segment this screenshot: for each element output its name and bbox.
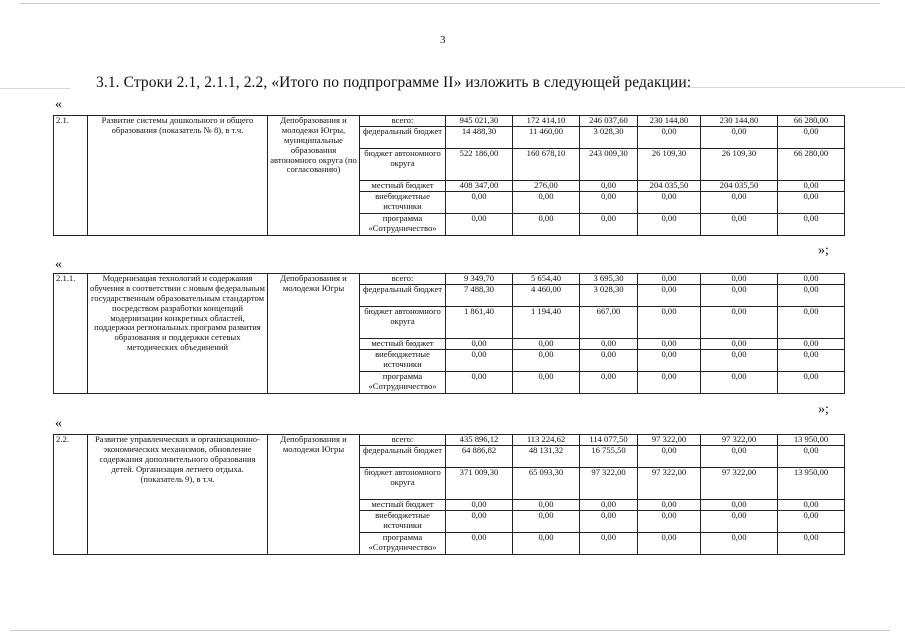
funding-source: местный бюджет (360, 180, 446, 191)
amount-cell: 0,00 (580, 191, 638, 213)
amount-cell: 408 347,00 (446, 180, 513, 191)
amount-cell: 13 950,00 (778, 435, 845, 446)
amount-cell: 667,00 (580, 306, 638, 338)
amount-cell: 0,00 (638, 371, 701, 393)
amount-cell: 3 028,30 (580, 126, 638, 148)
amount-cell: 0,00 (701, 338, 778, 349)
amount-cell: 0,00 (638, 338, 701, 349)
amount-cell: 64 886,82 (446, 445, 513, 467)
section-table-2-2 (53, 434, 845, 555)
amount-cell: 0,00 (778, 126, 845, 148)
amount-cell: 172 414,10 (513, 116, 580, 127)
amount-cell: 7 488,30 (446, 284, 513, 306)
funding-source: внебюджетные источники (360, 349, 446, 371)
amount-cell: 0,00 (701, 499, 778, 510)
amount-cell: 0,00 (701, 532, 778, 554)
amount-cell: 0,00 (778, 338, 845, 349)
table-row (54, 435, 845, 446)
funding-source: внебюджетные источники (360, 510, 446, 532)
page-number: 3 (440, 34, 446, 46)
amount-cell: 97 322,00 (701, 435, 778, 446)
amount-cell: 0,00 (638, 126, 701, 148)
amount-cell: 66 280,00 (778, 148, 845, 180)
amount-cell: 11 460,00 (513, 126, 580, 148)
amount-cell: 0,00 (778, 499, 845, 510)
quote-open-2: « (55, 257, 62, 272)
amount-cell: 97 322,00 (701, 467, 778, 499)
amount-cell: 0,00 (778, 510, 845, 532)
amount-cell: 0,00 (446, 499, 513, 510)
funding-source: всего: (360, 274, 446, 285)
amount-cell: 204 035,50 (701, 180, 778, 191)
amount-cell: 5 654,40 (513, 274, 580, 285)
item-description: Развитие системы дошкольного и общего образования (показатель № 8), в т.ч. (88, 116, 268, 236)
quote-close-2: »; (818, 402, 829, 417)
funding-source: местный бюджет (360, 338, 446, 349)
funding-source: всего: (360, 116, 446, 127)
scan-artifact-top (20, 3, 880, 4)
amount-cell: 0,00 (580, 371, 638, 393)
funding-source: бюджет автономного округа (360, 467, 446, 499)
amount-cell: 0,00 (446, 532, 513, 554)
amount-cell: 0,00 (513, 213, 580, 235)
amount-cell: 0,00 (638, 532, 701, 554)
amount-cell: 0,00 (638, 213, 701, 235)
amount-cell: 97 322,00 (638, 467, 701, 499)
scan-artifact-right (670, 87, 905, 88)
amount-cell: 0,00 (513, 532, 580, 554)
amount-cell: 65 093,30 (513, 467, 580, 499)
amount-cell: 0,00 (446, 338, 513, 349)
funding-source: бюджет автономного округа (360, 148, 446, 180)
amount-cell: 204 035,50 (638, 180, 701, 191)
amount-cell: 0,00 (778, 445, 845, 467)
amount-cell: 246 037,60 (580, 116, 638, 127)
amount-cell: 0,00 (701, 126, 778, 148)
amount-cell: 3 695,30 (580, 274, 638, 285)
amount-cell: 0,00 (580, 499, 638, 510)
item-executor: Депобразования и молодежи Югры (268, 274, 360, 394)
amount-cell: 243 009,30 (580, 148, 638, 180)
funding-source: всего: (360, 435, 446, 446)
quote-open-1: « (55, 97, 62, 112)
amount-cell: 0,00 (701, 510, 778, 532)
item-description: Развитие управленческих и организационно-экономических механизмов, обновление содержания дополнительного образования детей. Организация летнего отдыха. (показатель 9), в т.ч. (88, 435, 268, 555)
amount-cell: 945 021,30 (446, 116, 513, 127)
amount-cell: 0,00 (580, 213, 638, 235)
amount-cell: 0,00 (580, 349, 638, 371)
funding-source: местный бюджет (360, 499, 446, 510)
quote-open-3: « (55, 416, 62, 431)
amount-cell: 230 144,80 (701, 116, 778, 127)
amount-cell: 16 755,50 (580, 445, 638, 467)
amount-cell: 0,00 (513, 349, 580, 371)
page-heading: 3.1. Строки 2.1, 2.1.1, 2.2, «Итого по подпрограмме II» изложить в следующей редакции: (96, 74, 692, 91)
item-number: 2.1.1. (54, 274, 88, 394)
amount-cell: 26 109,30 (701, 148, 778, 180)
amount-cell: 0,00 (701, 306, 778, 338)
amount-cell: 0,00 (580, 180, 638, 191)
table-row (54, 116, 845, 127)
table-row (54, 274, 845, 285)
scan-artifact-bottom (10, 630, 890, 631)
amount-cell: 0,00 (513, 371, 580, 393)
amount-cell: 0,00 (778, 284, 845, 306)
funding-source: программа «Сотрудничество» (360, 371, 446, 393)
funding-source: федеральный бюджет (360, 126, 446, 148)
amount-cell: 0,00 (701, 445, 778, 467)
funding-source: программа «Сотрудничество» (360, 213, 446, 235)
amount-cell: 0,00 (638, 510, 701, 532)
item-executor: Депобразования и молодежи Югры, муниципальные образования автономного округа (по согласованию) (268, 116, 360, 236)
amount-cell: 0,00 (778, 532, 845, 554)
amount-cell: 0,00 (446, 510, 513, 532)
amount-cell: 114 077,50 (580, 435, 638, 446)
amount-cell: 0,00 (638, 284, 701, 306)
amount-cell: 0,00 (638, 349, 701, 371)
item-executor: Депобразования и молодежи Югры (268, 435, 360, 555)
funding-source: федеральный бюджет (360, 284, 446, 306)
amount-cell: 0,00 (513, 499, 580, 510)
item-number: 2.1. (54, 116, 88, 236)
amount-cell: 113 224,62 (513, 435, 580, 446)
amount-cell: 0,00 (701, 284, 778, 306)
amount-cell: 0,00 (446, 371, 513, 393)
amount-cell: 97 322,00 (580, 467, 638, 499)
funding-source: внебюджетные источники (360, 191, 446, 213)
amount-cell: 0,00 (446, 213, 513, 235)
amount-cell: 0,00 (778, 191, 845, 213)
amount-cell: 0,00 (778, 180, 845, 191)
amount-cell: 3 028,30 (580, 284, 638, 306)
amount-cell: 0,00 (778, 349, 845, 371)
amount-cell: 0,00 (638, 499, 701, 510)
amount-cell: 1 861,40 (446, 306, 513, 338)
funding-source: бюджет автономного округа (360, 306, 446, 338)
quote-close-1: »; (818, 243, 829, 258)
amount-cell: 0,00 (778, 274, 845, 285)
amount-cell: 0,00 (638, 191, 701, 213)
amount-cell: 276,00 (513, 180, 580, 191)
item-number: 2.2. (54, 435, 88, 555)
amount-cell: 13 950,00 (778, 467, 845, 499)
amount-cell: 14 488,30 (446, 126, 513, 148)
amount-cell: 0,00 (701, 349, 778, 371)
section-table-2-1-1 (53, 273, 845, 394)
amount-cell: 0,00 (778, 371, 845, 393)
amount-cell: 0,00 (701, 371, 778, 393)
amount-cell: 0,00 (778, 213, 845, 235)
amount-cell: 97 322,00 (638, 435, 701, 446)
amount-cell: 0,00 (446, 191, 513, 213)
amount-cell: 0,00 (701, 191, 778, 213)
amount-cell: 1 194,40 (513, 306, 580, 338)
amount-cell: 26 109,30 (638, 148, 701, 180)
amount-cell: 0,00 (513, 191, 580, 213)
funding-source: федеральный бюджет (360, 445, 446, 467)
amount-cell: 4 460,00 (513, 284, 580, 306)
amount-cell: 0,00 (701, 274, 778, 285)
amount-cell: 48 131,32 (513, 445, 580, 467)
amount-cell: 160 678,10 (513, 148, 580, 180)
amount-cell: 0,00 (446, 349, 513, 371)
amount-cell: 0,00 (580, 532, 638, 554)
amount-cell: 0,00 (580, 510, 638, 532)
item-description: Модернизация технологий и содержания обучения в соответствии с новым федеральным государственным образовательным стандартом посредством разработки концепций модернизации конкретных областей, поддержки региональных программ развития образования и поддержки сетевых методических объединений (88, 274, 268, 394)
scan-artifact-left (0, 88, 70, 89)
amount-cell: 0,00 (638, 274, 701, 285)
amount-cell: 66 280,00 (778, 116, 845, 127)
amount-cell: 371 009,30 (446, 467, 513, 499)
amount-cell: 0,00 (638, 306, 701, 338)
amount-cell: 0,00 (513, 338, 580, 349)
amount-cell: 522 186,00 (446, 148, 513, 180)
amount-cell: 0,00 (513, 510, 580, 532)
section-table-2-1 (53, 115, 845, 236)
amount-cell: 230 144,80 (638, 116, 701, 127)
amount-cell: 0,00 (638, 445, 701, 467)
amount-cell: 435 896,12 (446, 435, 513, 446)
amount-cell: 0,00 (701, 213, 778, 235)
amount-cell: 0,00 (778, 306, 845, 338)
amount-cell: 0,00 (580, 338, 638, 349)
amount-cell: 9 349,70 (446, 274, 513, 285)
funding-source: программа «Сотрудничество» (360, 532, 446, 554)
